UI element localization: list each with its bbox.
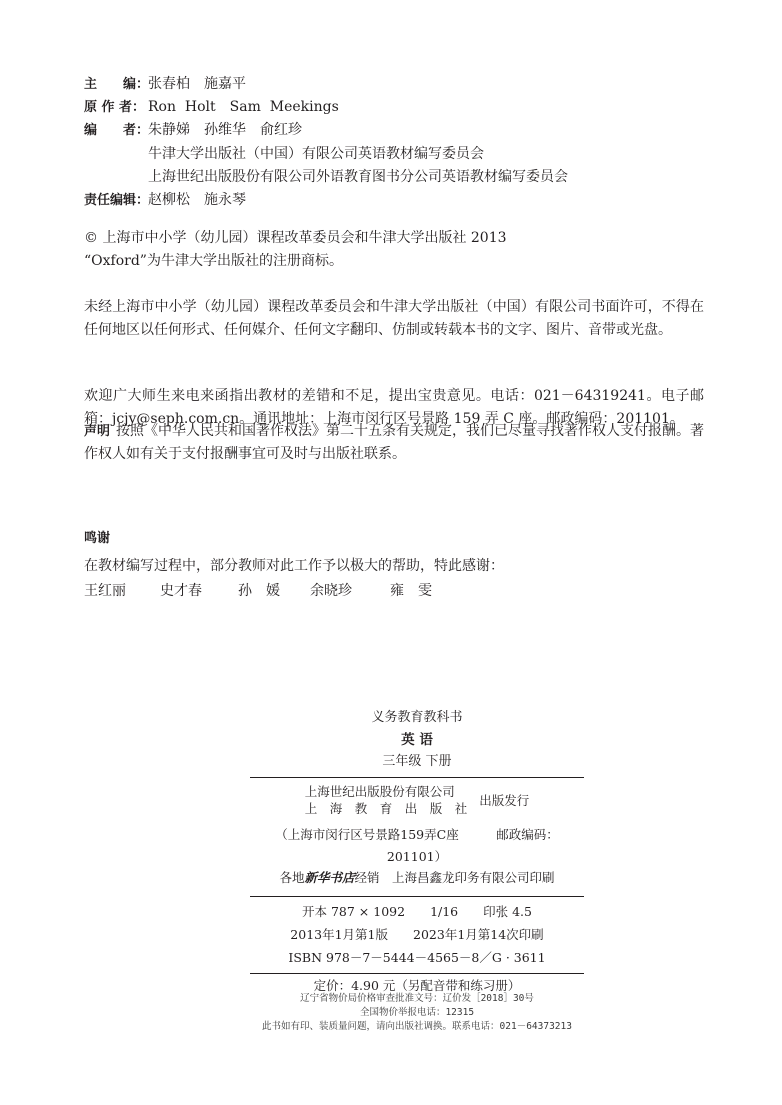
responsible-editors-label: 责任编辑： <box>84 192 150 208</box>
xinhua-bookstore-logo: 新华书店 <box>304 870 355 885</box>
chief-editor-value: 张春柏 施嘉平 <box>148 76 246 92</box>
price-line: 定价：4.90 元（另配音带和练习册） <box>313 978 521 993</box>
name-1: 王红丽 <box>84 583 126 599</box>
responsible-editors-row <box>84 189 568 212</box>
name-2: 史才春 <box>160 583 202 599</box>
credits-block <box>84 73 568 212</box>
publisher-2: 上 海 教 育 出 版 社 <box>304 801 468 816</box>
name-4: 余晓珍 <box>310 583 352 599</box>
publisher-block <box>250 782 584 818</box>
approval-line: 辽宁省物价局价格审查批准文号：辽价发［2018］30号 <box>300 993 534 1004</box>
copyright-block <box>84 227 704 273</box>
statement-text: 按照《中华人民共和国著作权法》第二十五条有关规定，我们已尽量寻找著作权人支付报酬。著作权人如有关于支付报酬事宜可及时与出版社联系。 <box>84 423 705 462</box>
original-author-label: 原 作 者： <box>84 100 146 116</box>
publish-label: 出版发行 <box>479 793 530 808</box>
acknowledgement-text: 在教材编写过程中，部分教师对此工作予以极大的帮助，特此感谢： <box>84 558 504 574</box>
copyright-line: © 上海市中小学（幼儿园）课程改革委员会和牛津大学出版社 2013 <box>84 230 507 246</box>
chief-editor-row <box>84 73 568 96</box>
publisher-address: （上海市闵行区号景路159弄C座 邮政编码：201101） <box>275 827 559 864</box>
original-author-row <box>84 96 568 119</box>
permission-paragraph: 未经上海市中小学（幼儿园）课程改革委员会和牛津大学出版社（中国）有限公司书面许可，不得在任何地区以任何形式、任何媒介、任何文字翻印、仿制或转载本书的文字、图片、音带或光盘。 <box>84 299 704 338</box>
distributor-line: 各地新华书店经销 上海昌鑫龙印务有限公司印刷 <box>279 870 555 885</box>
colophon <box>250 707 584 998</box>
format-line: 开本 787 × 1092 1/16 印张 4.5 <box>302 904 532 919</box>
trademark-line: “Oxford”为牛津大学出版社的注册商标。 <box>84 253 343 269</box>
edition-line: 2013年1月第1版 2023年1月第14次印刷 <box>290 927 544 942</box>
divider-2 <box>250 896 584 897</box>
isbn-line: ISBN 978－7－5444－4565－8／G · 3611 <box>288 950 546 965</box>
original-author-value: Ron Holt Sam Meekings <box>148 99 339 116</box>
responsible-editors-value: 赵柳松 施永琴 <box>148 191 246 208</box>
quality-note: 此书如有印、装质量问题，请向出版社调换。联系电话：021－64373213 <box>262 1021 572 1032</box>
fine-print <box>180 992 654 1034</box>
hotline-line: 全国物价举报电话：12315 <box>359 1007 475 1018</box>
editors-label: 编 者： <box>84 123 150 139</box>
editors-row <box>84 119 568 142</box>
editor-org-2: 上海世纪出版股份有限公司外语教育图书分公司英语教材编写委员会 <box>148 168 568 185</box>
divider-1 <box>250 777 584 778</box>
chief-editor-label: 主 编： <box>84 77 150 92</box>
name-3: 孙 媛 <box>238 583 280 599</box>
acknowledgement-title: 鸣谢 <box>84 531 111 546</box>
name-5: 雍 雯 <box>390 583 432 599</box>
series-title: 义务教育教科书 <box>371 710 463 725</box>
publisher-1: 上海世纪出版股份有限公司 <box>304 784 455 799</box>
statement-block <box>84 420 704 466</box>
grade-title: 三年级 下册 <box>382 754 452 769</box>
editors-value: 朱静娣 孙维华 俞红珍 <box>148 122 302 139</box>
subject-title: 英 语 <box>401 732 433 748</box>
feedback-paragraph: 欢迎广大师生来电来函指出教材的差错和不足，提出宝贵意见。电话：021－64319241。电子邮箱：jcjy@seph.com.cn。通讯地址：上海市闵行区号景路 159 弄 C 座。邮政编码：201101。 <box>84 388 704 427</box>
statement-label: 声明 <box>84 424 111 439</box>
acknowledgement-names <box>84 580 432 600</box>
editor-org-1: 牛津大学出版社（中国）有限公司英语教材编写委员会 <box>148 145 484 162</box>
